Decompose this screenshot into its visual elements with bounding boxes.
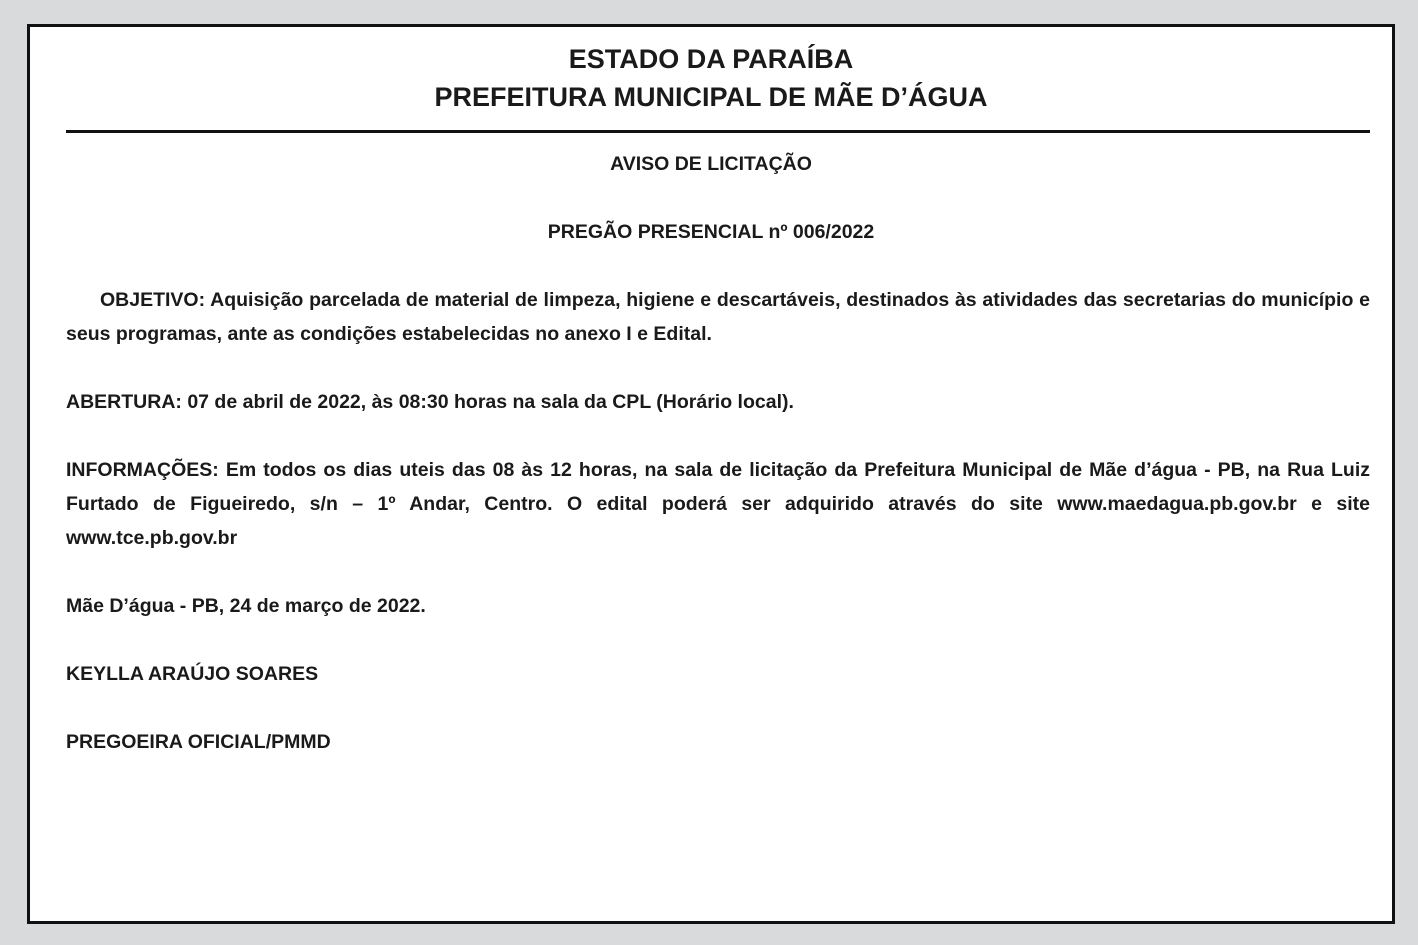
header-divider bbox=[66, 130, 1370, 133]
process-number: PREGÃO PRESENCIAL nº 006/2022 bbox=[547, 221, 875, 243]
state-heading: ESTADO DA PARAÍBA bbox=[568, 44, 854, 74]
municipality-heading: PREFEITURA MUNICIPAL DE MÃE D’ÁGUA bbox=[434, 82, 988, 112]
informacoes-paragraph: INFORMAÇÕES: Em todos os dias uteis das 08 às 12 horas, na sala de licitação da Prefeitura Municipal de Mãe d’água - PB, na Rua Luiz Furtado de Figueiredo, s/n – 1º Andar, Centro. O edital poderá ser adquirido através do site www.maedagua.pb.gov.br e site www.tce.pb.gov.br bbox=[66, 459, 1370, 549]
notice-frame bbox=[27, 24, 1395, 924]
place-date: Mãe D’água - PB, 24 de março de 2022. bbox=[66, 595, 426, 617]
abertura-paragraph: ABERTURA: 07 de abril de 2022, às 08:30 horas na sala da CPL (Horário local). bbox=[66, 391, 794, 413]
objetivo-paragraph: OBJETIVO: Aquisição parcelada de material de limpeza, higiene e descartáveis, destinados às atividades das secretarias do município e seus programas, ante as condições estabelecidas no anexo I e Edital. bbox=[66, 289, 1370, 345]
signer-name: KEYLLA ARAÚJO SOARES bbox=[66, 663, 319, 685]
signer-title: PREGOEIRA OFICIAL/PMMD bbox=[66, 731, 331, 753]
notice-type-title: AVISO DE LICITAÇÃO bbox=[610, 153, 812, 175]
